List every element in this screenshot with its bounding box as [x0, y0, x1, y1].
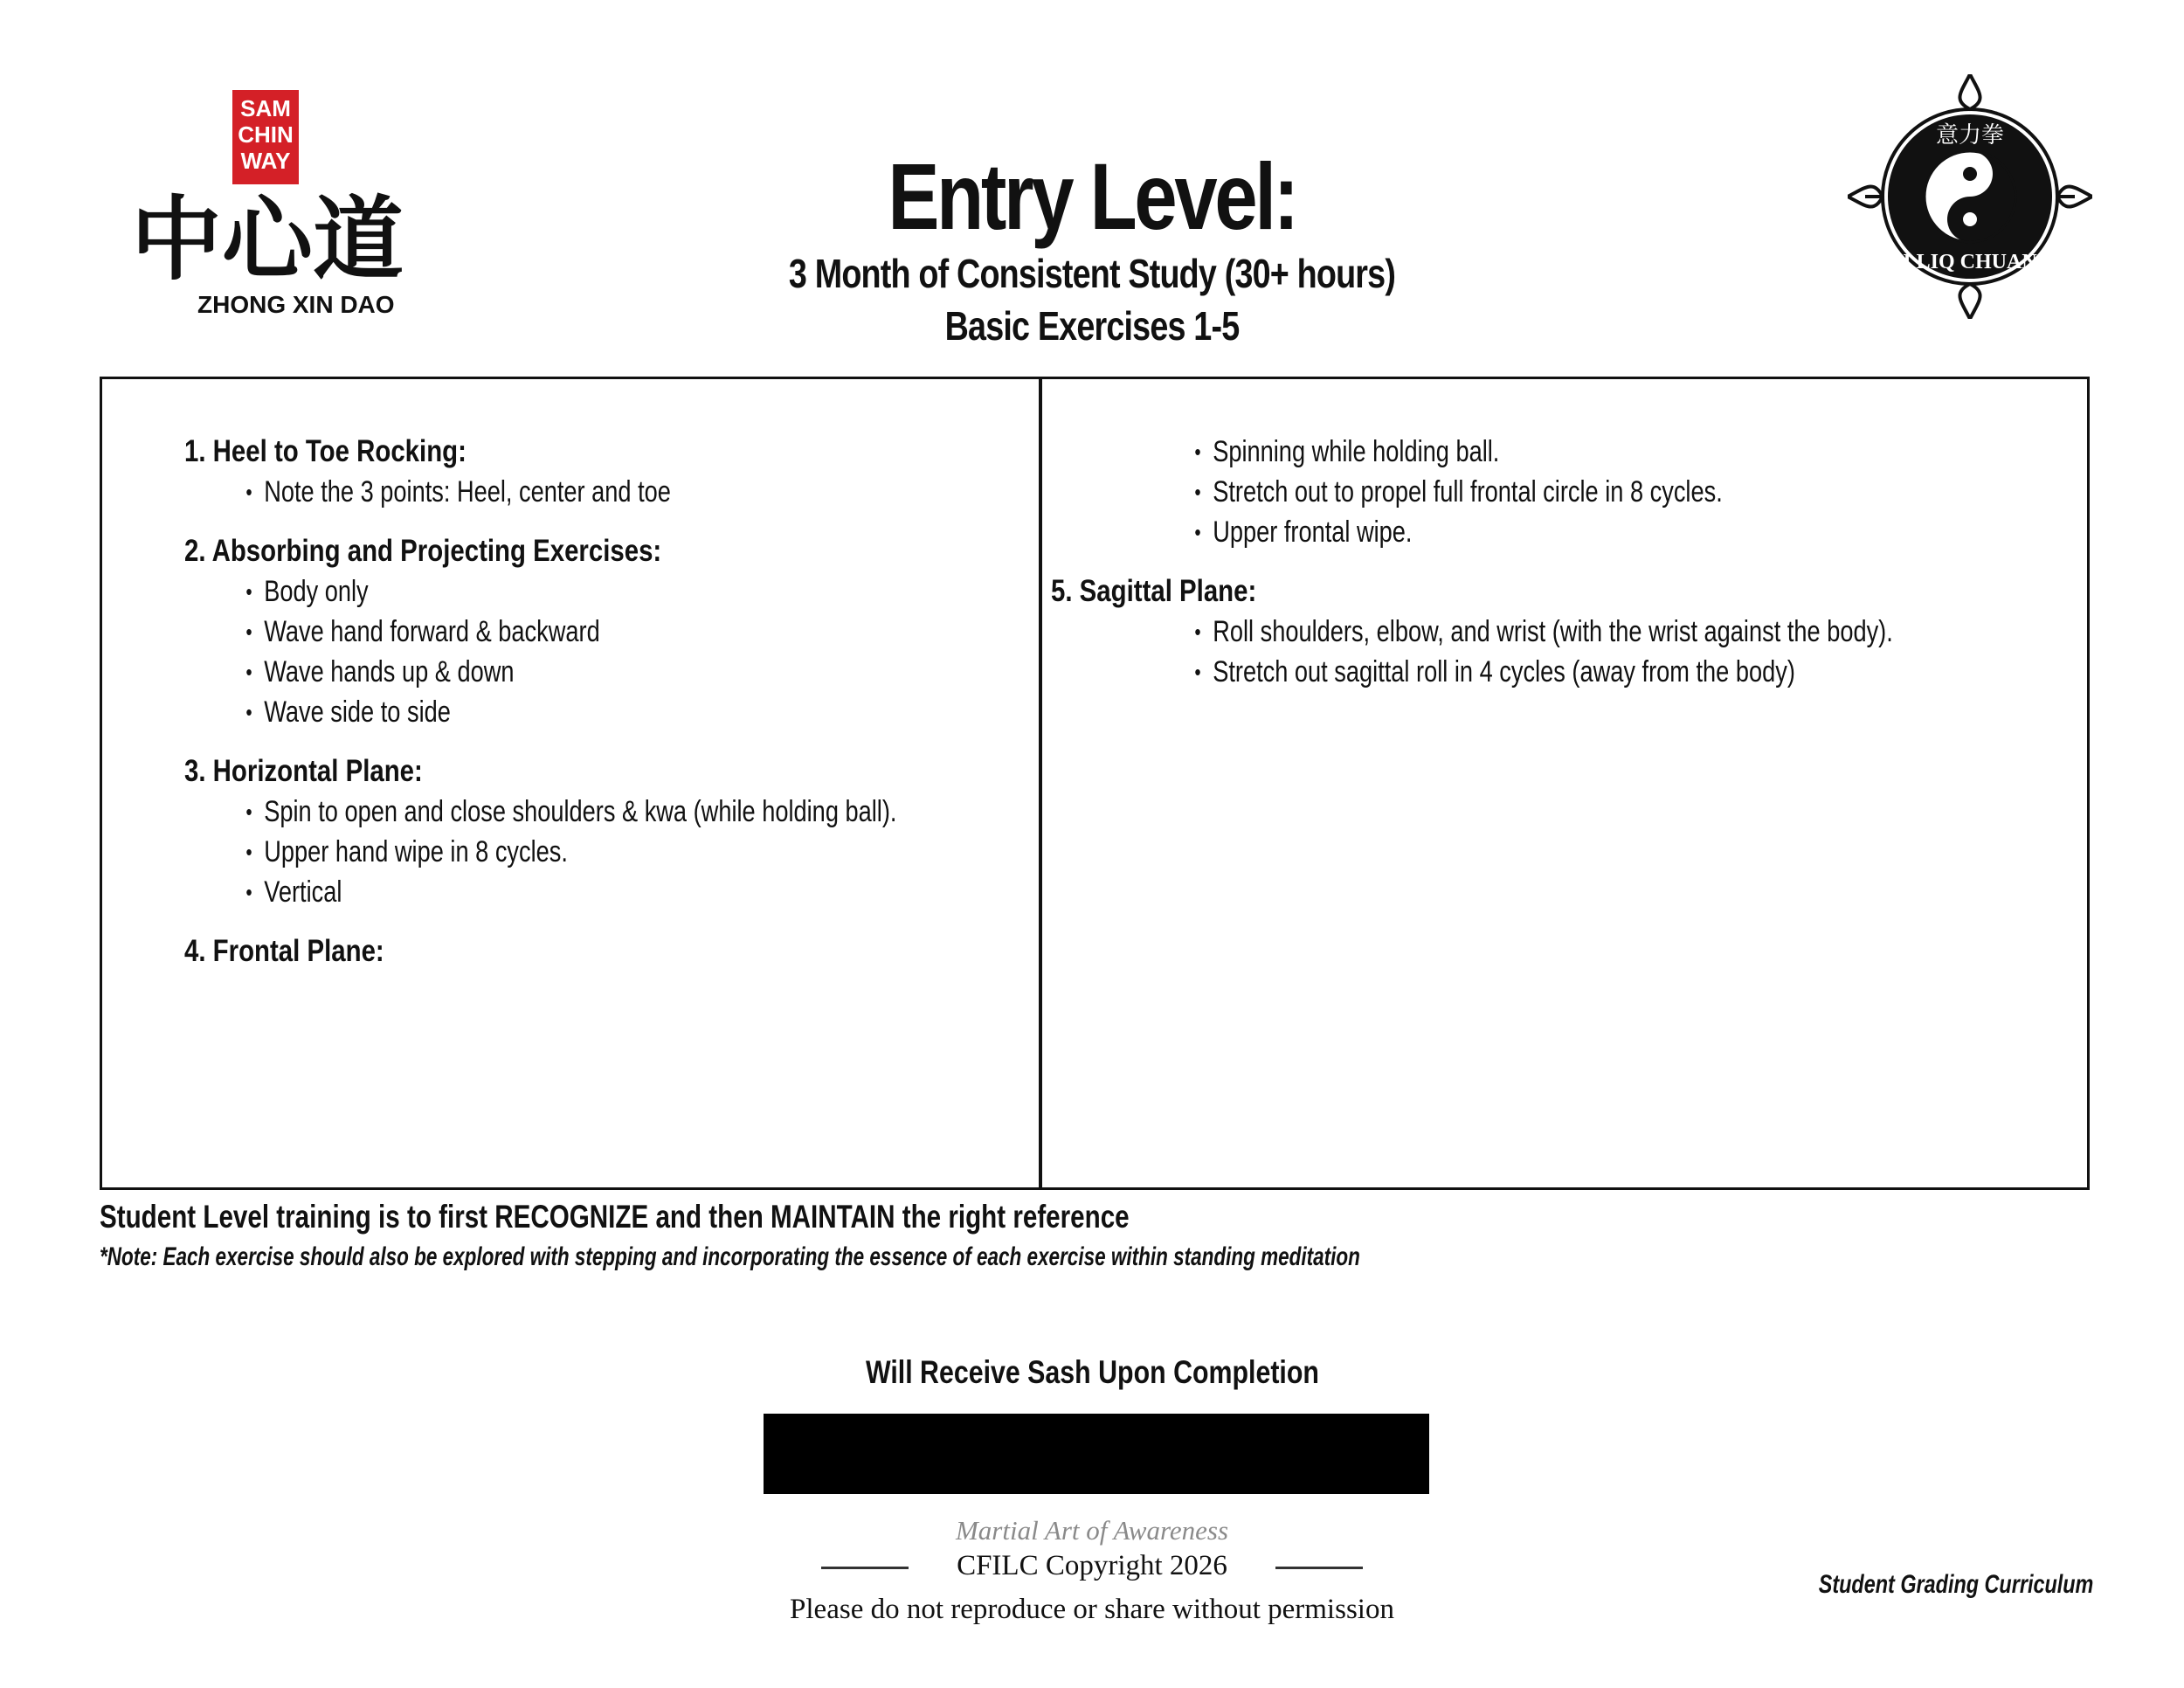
list-item: • Vertical: [184, 872, 855, 912]
footer-permission: Please do not reproduce or share without permission: [790, 1594, 1394, 1625]
column-divider: [1039, 379, 1042, 1187]
list-item: • Spinning while holding ball.: [1133, 432, 1874, 472]
footer-tagline: Martial Art of Awareness: [955, 1515, 1229, 1546]
logo-chinese-text: 中心道: [131, 186, 404, 293]
exercise-items: [1133, 432, 2059, 552]
exercise-items: [1133, 612, 2059, 692]
list-item: • Body only: [184, 571, 855, 612]
badge-line-1: SAM: [240, 95, 291, 121]
logo-name-right: I LIQ CHUAN: [1903, 251, 2037, 273]
exercise-title: 1. Heel to Toe Rocking:: [184, 434, 467, 468]
badge-line-2: CHIN: [238, 121, 294, 148]
list-item: • Wave hands up & down: [184, 652, 855, 692]
list-item: • Stretch out to propel full frontal circle in 8 cycles.: [1133, 472, 1874, 512]
sash-label-wrapper: [0, 1354, 2184, 1391]
study-duration-subtitle: 3 Month of Consistent Study (30+ hours): [788, 251, 1396, 296]
exercise-items: [184, 472, 1023, 512]
divider-line: [1275, 1567, 1363, 1569]
exercise-title: 2. Absorbing and Projecting Exercises:: [184, 534, 662, 568]
sash-label: Will Receive Sash Upon Completion: [865, 1354, 1319, 1390]
exercise-items: [184, 792, 1023, 912]
logo-name: ZHONG XIN DAO: [197, 291, 395, 318]
list-item: • Stretch out sagittal roll in 4 cycles (away from the body): [1133, 652, 1874, 692]
document-label: Student Grading Curriculum: [1818, 1570, 2093, 1599]
footer-copyright: CFILC Copyright 2026: [957, 1550, 1227, 1581]
left-column: [184, 432, 1023, 972]
logo-chinese-text-right: 意力拳: [1935, 122, 2005, 149]
exercise-title: 3. Horizontal Plane:: [184, 754, 423, 788]
list-item: • Roll shoulders, elbow, and wrist (with the wrist against the body).: [1133, 612, 1874, 652]
training-note: Student Level training is to first RECOGNIZE and then MAINTAIN the right reference: [100, 1199, 1130, 1235]
exercise-footnote: *Note: Each exercise should also be explored with stepping and incorporating the essence of each exercise within standing meditation: [100, 1242, 1360, 1271]
list-item: • Wave side to side: [184, 692, 855, 732]
exercises-subtitle: Basic Exercises 1-5: [944, 303, 1240, 349]
yin-yang-icon: [1925, 151, 2015, 242]
curriculum-box: [100, 377, 2090, 1190]
badge-line-3: WAY: [240, 148, 291, 174]
sash-bar: [764, 1414, 1429, 1494]
list-item: • Wave hand forward & backward: [184, 612, 855, 652]
page-title: Entry Level:: [888, 143, 1296, 249]
divider-line: [821, 1567, 909, 1569]
i-liq-chuan-logo: [1848, 74, 2092, 319]
exercise-title: 4. Frontal Plane:: [184, 934, 384, 968]
list-item: • Upper frontal wipe.: [1133, 512, 1874, 552]
list-item: • Spin to open and close shoulders & kwa (while holding ball).: [184, 792, 855, 832]
list-item: • Upper hand wipe in 8 cycles.: [184, 832, 855, 872]
exercise-title: 5. Sagittal Plane:: [1051, 574, 1257, 608]
right-column: [1051, 432, 2059, 692]
list-item: • Note the 3 points: Heel, center and toe: [184, 472, 855, 512]
exercise-items: [184, 571, 1023, 732]
